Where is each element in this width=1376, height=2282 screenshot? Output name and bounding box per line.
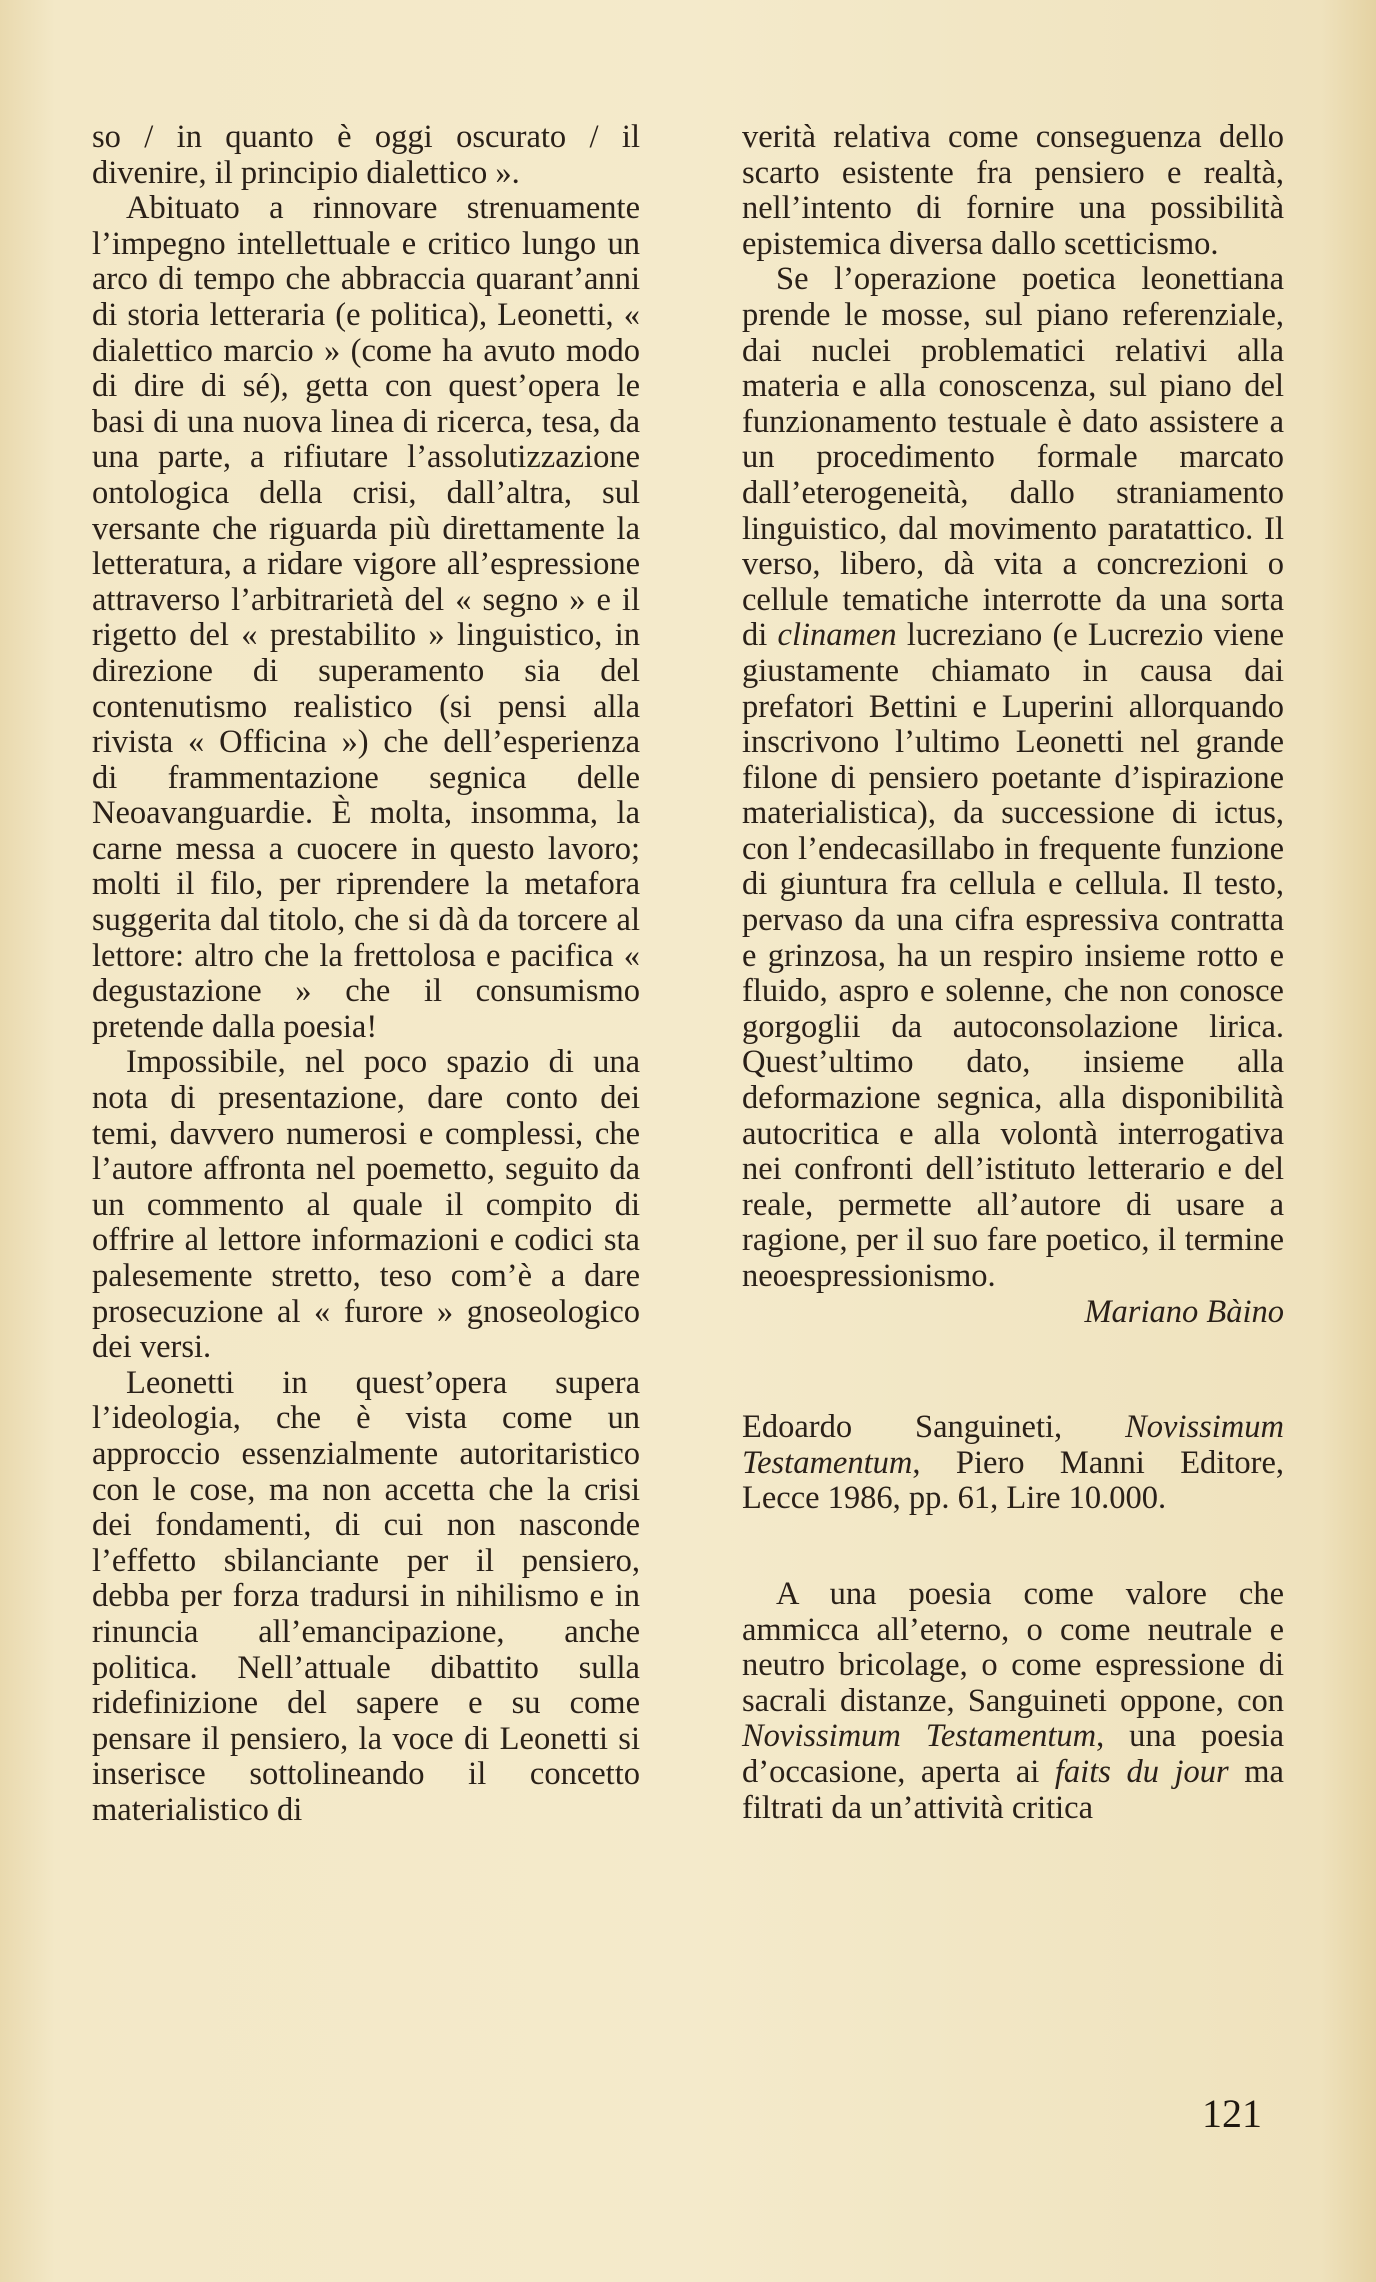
review-author: Edoardo Sanguineti, <box>742 1409 1126 1446</box>
paragraph: Abituato a rinnovare strenuamente l’impegno intellettuale e critico lungo un arco di tempo che abbraccia quarant’anni di storia letteraria (e politica), Leonetti, « dialettico marcio » (come ha avuto modo di dire di sé), getta con quest’opera le basi di una nuova linea di ricerca, tesa, da una parte, a rifiutare l’assolutizzazione ontologica della crisi, dall’altra, sul versante che riguarda più direttamente la letteratura, a ridare vigore all’espressione attraverso l’arbitrarietà del « segno » e il rigetto del « prestabilito » linguistico, in direzione di superamento sia del contenutismo realistico (si pensi alla rivista « Officina ») che dell’esperienza di frammentazione segnica delle Neoavanguardie. È molta, insomma, la carne messa a cuocere in questo lavoro; molti il filo, per riprendere la metafora suggerita dal titolo, che si dà da torcere al lettore: altro che la frettolosa e pacifica « degustazione » che il consumismo pretende dalla poesia! <box>92 190 640 1045</box>
paragraph: so / in quanto è oggi oscurato / il divenire, il principio dialettico ». <box>92 119 640 191</box>
right-column <box>742 120 1284 1826</box>
review-publication-details: , Piero Manni Editore, Lecce 1986, pp. 61, Lire 10.000. <box>742 1444 1284 1517</box>
italic-phrase: faits du jour <box>1054 1753 1229 1790</box>
review-book-title: Novissimum Testamentum <box>742 1409 1284 1481</box>
paragraph: Leonetti in quest’opera supera l’ideologia, che è vista come un approccio essenzialmente autoritaristico con le cose, ma non accetta che la crisi dei fondamenti, di cui non nasconde l’effetto sbilanciante per il pensiero, debba per forza tradursi in nihilismo e in rinuncia all’emancipazione, anche politica. Nell’attuale dibattito sulla ridefinizione del sapere e su come pensare il pensiero, la voce di Leonetti si inserisce sottolineando il concetto materialistico di <box>92 1364 640 1828</box>
text-run: lucreziano (e Lucrezio viene giustamente chiamato in causa dai prefatori Bettini e Luperini allorquando inscrivono l’ultimo Leonetti nel grande filone di pensiero poetante d’ispirazione materialistica), da successione di ictus, con l’endecasillabo in frequente funzione di giuntura fra cellula e cellula. Il testo, pervaso da una cifra espressiva contratta e grinzosa, ha un respiro insieme rotto e fluido, aspro e solenne, che non conosce gorgoglii da autoconsolazione lirica. Quest’ultimo dato, insieme alla deformazione segnica, alla disponibilità autocritica e alla volontà interrogativa nei confronti dell’istituto letterario e del reale, permette all’autore di usare a ragione, per il suo fare poetico, il termine neoespressionismo. <box>742 617 1284 1294</box>
text-run: ma filtrati da un’attività critica <box>742 1753 1284 1826</box>
italic-term: clinamen <box>777 617 897 654</box>
review-signature: Mariano Bàino <box>1084 1293 1284 1330</box>
review-heading <box>742 1410 1284 1517</box>
page-number: 121 <box>1202 2091 1262 2136</box>
paragraph <box>742 1577 1284 1826</box>
left-column <box>92 120 640 1829</box>
paragraph: Impossibile, nel poco spazio di una nota di presentazione, dare conto dei temi, davvero numerosi e complessi, che l’autore affronta nel poemetto, seguito da un commento al quale il compito di offrire al lettore informazioni e codici sta palesemente stretto, teso com’è a dare prosecuzione al « furore » gnoseologico dei versi. <box>92 1044 640 1366</box>
text-run: Se l’operazione poetica leonettiana prende le mosse, sul piano referenziale, dai nuclei problematici relativi alla materia e alla conoscenza, sul piano del funzionamento testuale è dato assistere a un procedimento formale marcato dall’eterogeneità, dallo straniamento linguistico, dal movimento paratattico. Il verso, libero, dà vita a concrezioni o cellule tematiche interrotte da una sorta di <box>742 261 1284 654</box>
paragraph <box>742 262 1284 1294</box>
text-run: , una poesia d’occasione, aperta ai <box>742 1718 1284 1790</box>
text-run: A una poesia come valore che ammicca all’eterno, o come neutrale e neutro bricolage, o come espressione di sacrali distanze, Sanguineti oppone, con <box>742 1575 1284 1719</box>
italic-title: Novissimum Testamentum <box>742 1718 1097 1755</box>
paragraph: verità relativa come conseguenza dello scarto esistente fra pensiero e realtà, nell’intento di fornire una possibilità epistemica diversa dallo scetticismo. <box>742 119 1284 262</box>
